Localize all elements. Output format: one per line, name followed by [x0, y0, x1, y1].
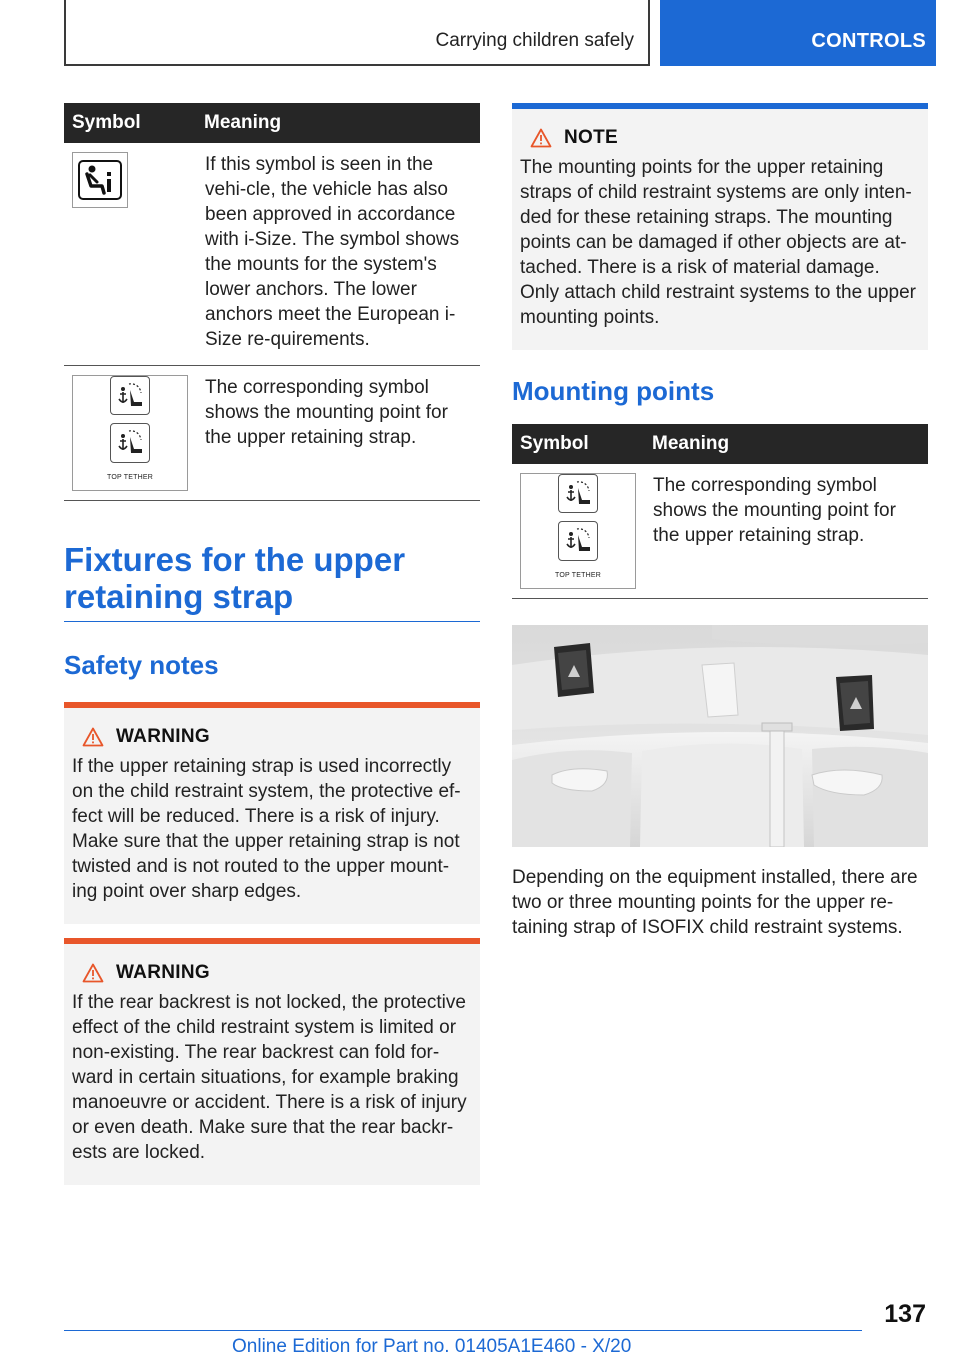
header-title: Carrying children safely — [435, 30, 634, 51]
section-heading: Fixtures for the upper retaining strap — [64, 541, 480, 622]
warning-triangle-icon — [82, 963, 104, 983]
symbol-cell — [512, 464, 644, 599]
warning-header — [72, 962, 472, 984]
column-header-symbol: Symbol — [64, 103, 196, 143]
column-header-symbol: Symbol — [512, 424, 644, 464]
symbol-table-right — [512, 424, 928, 599]
warning-triangle-icon — [82, 727, 104, 747]
table-header-row — [512, 424, 928, 464]
warning-title: WARNING — [116, 726, 210, 747]
symbol-table-left — [64, 103, 480, 501]
warning-header — [72, 726, 472, 748]
note-box — [512, 103, 928, 350]
top-tether-icon — [520, 473, 636, 589]
header-section-tab — [660, 0, 936, 66]
column-header-meaning: Meaning — [196, 103, 480, 143]
top-tether-icon — [72, 375, 188, 491]
table-row — [512, 464, 928, 599]
table-row — [64, 143, 480, 366]
meaning-cell: If this symbol is seen in the vehi-cle, the vehicle has also been approved in accordance with i-Size. The symbol shows the mounts for the system's lower anchors. The lower anchors meet the European i-Size re-quirements. — [196, 143, 480, 366]
warning-text: If the rear backrest is not locked, the protective effect of the child restraint system is limited or non-existing. The rear backrest can fold for-ward in certain situations, for example braking manoeuvre or accident. There is a risk of injury or even death. Make sure that the rear backr-ests are locked. — [72, 992, 467, 1163]
rear-seat-illustration — [512, 625, 928, 847]
tether-anchor-icon — [110, 376, 150, 415]
tether-anchor-icon — [558, 474, 598, 513]
tether-anchor-icon — [558, 521, 598, 561]
note-header — [520, 127, 920, 149]
note-title: NOTE — [564, 127, 618, 148]
column-header-meaning: Meaning — [644, 424, 928, 464]
top-tether-label: TOP TETHER — [107, 474, 153, 481]
top-tether-label: TOP TETHER — [555, 572, 601, 579]
footer-edition: Online Edition for Part no. 01405A1E460 - X/20 — [232, 1336, 632, 1357]
top-tether-symbol — [555, 521, 601, 588]
warning-box — [64, 702, 480, 924]
left-column — [64, 103, 480, 1185]
warning-text: If the upper retaining strap is used incorrectly on the child restraint system, the protective ef-fect will be reduced. There is a risk of injury. Make sure that the upper retaining strap is not twisted and is not routed to the upper mount-ing point over sharp edges. — [72, 756, 461, 902]
illustration-caption: Depending on the equipment installed, there are two or three mounting points for the upper re-taining strap of ISOFIX child restraint systems. — [512, 867, 918, 938]
table-header-row — [64, 103, 480, 143]
symbol-cell — [64, 366, 196, 501]
section-heading: Mounting points — [512, 376, 715, 406]
isize-seat-anchor-icon — [72, 152, 128, 208]
warning-triangle-icon — [530, 128, 552, 148]
tether-anchor-icon — [110, 423, 150, 463]
page-number: 137 — [884, 1300, 926, 1328]
header-section: CONTROLS — [811, 30, 926, 52]
meaning-cell: The corresponding symbol shows the mounting point for the upper retaining strap. — [644, 464, 928, 599]
meaning-cell: The corresponding symbol shows the mounting point for the upper retaining strap. — [196, 366, 480, 501]
symbol-cell — [64, 143, 196, 366]
footer-rule — [64, 1330, 862, 1331]
header-title-box — [64, 0, 650, 66]
warning-box — [64, 938, 480, 1185]
top-tether-symbol — [107, 423, 153, 490]
table-row — [64, 366, 480, 501]
note-text: The mounting points for the upper retaining straps of child restraint systems are only inten-ded for these retaining straps. The mounting points can be damaged if other objects are at-tached. There is a risk of material damage. Only attach child restraint systems to the upper mounting points. — [520, 157, 917, 328]
subsection-heading: Safety notes — [64, 650, 219, 680]
warning-title: WARNING — [116, 962, 210, 983]
right-column — [512, 103, 928, 940]
